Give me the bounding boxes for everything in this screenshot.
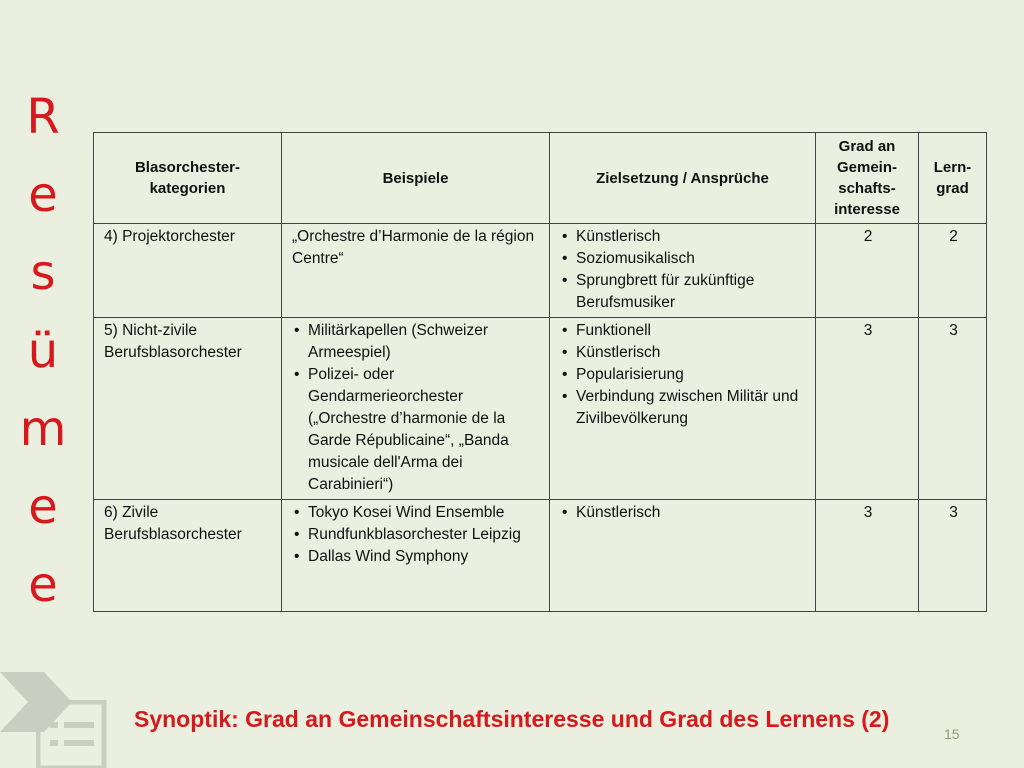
learning-cell: 2 xyxy=(919,224,987,318)
synopsis-table xyxy=(93,132,987,612)
learning-cell: 3 xyxy=(919,318,987,500)
title-letter: s xyxy=(30,245,56,301)
category-cell: 5) Nicht-zivile Berufsblasorchester xyxy=(94,318,282,500)
goal-item: • Funktionell xyxy=(560,320,807,342)
title-letter: ü xyxy=(27,323,59,379)
title-letter: e xyxy=(28,557,58,613)
header-examples: Beispiele xyxy=(282,133,550,224)
goal-item: • Popularisierung xyxy=(560,364,807,386)
goals-cell xyxy=(550,318,816,500)
table-header-row xyxy=(94,133,987,224)
example-item: • Tokyo Kosei Wind Ensemble xyxy=(292,502,541,524)
table-row xyxy=(94,500,987,612)
page-number: 15 xyxy=(944,726,960,742)
community-cell: 2 xyxy=(816,224,919,318)
goal-item: • Verbindung zwischen Militär und Zivilbevölkerung xyxy=(560,386,807,430)
title-letter: e xyxy=(28,167,58,223)
examples-cell xyxy=(282,318,550,500)
example-item: • Dallas Wind Symphony xyxy=(292,546,541,568)
goal-item: • Künstlerisch xyxy=(560,226,807,248)
examples-cell: „Orchestre d’Harmonie de la région Centre“ xyxy=(282,224,550,318)
table-row xyxy=(94,318,987,500)
examples-cell xyxy=(282,500,550,612)
header-goals: Zielsetzung / Ansprüche xyxy=(550,133,816,224)
goal-item: • Sprungbrett für zukünftige Berufsmusiker xyxy=(560,270,807,314)
goal-item: • Künstlerisch xyxy=(560,502,807,524)
slide-title: Synoptik: Grad an Gemeinschaftsinteresse und Grad des Lernens (2) xyxy=(134,706,890,732)
goal-item: • Künstlerisch xyxy=(560,342,807,364)
document-list-icon xyxy=(36,700,108,768)
example-item: • Militärkapellen (Schweizer Armeespiel) xyxy=(292,320,541,364)
learning-cell: 3 xyxy=(919,500,987,612)
table-row xyxy=(94,224,987,318)
community-cell: 3 xyxy=(816,318,919,500)
header-learning-grade: Lern-grad xyxy=(919,133,987,224)
community-cell: 3 xyxy=(816,500,919,612)
example-item: • Polizei- oder Gendarmerieorchester („Orchestre d’harmonie de la Garde Républicaine“, „Banda musicale dell'Arma dei Carabinieri“) xyxy=(292,364,541,496)
title-letter: e xyxy=(28,479,58,535)
vertical-title-resumee xyxy=(18,78,68,624)
title-letter: R xyxy=(26,89,60,145)
header-category: Blasorchester-kategorien xyxy=(94,133,282,224)
example-item: • Rundfunkblasorchester Leipzig xyxy=(292,524,541,546)
goals-cell xyxy=(550,224,816,318)
title-letter: m xyxy=(19,401,67,457)
goals-cell xyxy=(550,500,816,612)
goal-item: • Soziomusikalisch xyxy=(560,248,807,270)
category-cell: 4) Projektorchester xyxy=(94,224,282,318)
category-cell: 6) Zivile Berufsblasorchester xyxy=(94,500,282,612)
header-community-interest: Grad an Gemein-schafts-interesse xyxy=(816,133,919,224)
